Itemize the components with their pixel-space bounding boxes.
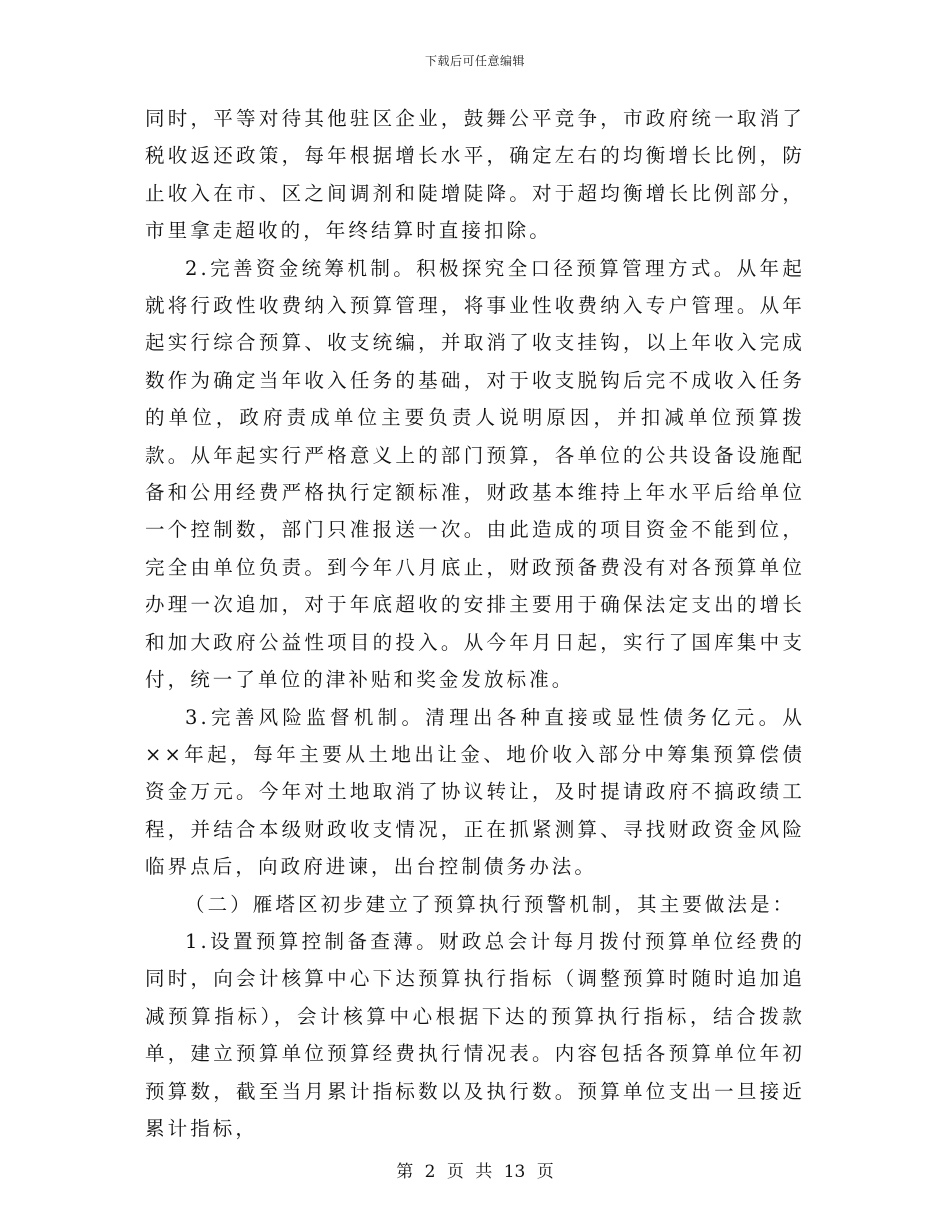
paragraph-budget-control-book: 1.设置预算控制备查薄。财政总会计每月拨付预算单位经费的同时，向会计核算中心下达预算执行指标（调整预算时随时追加追减预算指标），会计核算中心根据下达的预算执行指标，结合拨款单，建立预算单位预算经费执行情况表。内容包括各预算单位年初预算数，截至当月累计指标数以及执行数。预算单位支出一旦接近累计指标， (145, 929, 805, 1140)
document-body (145, 100, 805, 1147)
section-heading-yanta-district: （二）雁塔区初步建立了预算执行预警机制，其主要做法是： (185, 892, 796, 916)
page-header: 下载后可任意编辑 (424, 54, 525, 68)
paragraph-risk-supervision: 3.完善风险监督机制。清理出各种直接或显性债务亿元。从××年起，每年主要从土地出让金、地价收入部分中筹集预算偿债资金万元。今年对土地取消了协议转让，及时提请政府不搞政绩工程，并结合本级财政收支情况，正在抓紧测算、寻找财政资金风险临界点后，向政府进谏，出台控制债务办法。 (145, 705, 805, 879)
page-number-footer: 第 2 页 共 13 页 (396, 1162, 554, 1182)
paragraph-fund-coordination: 2.完善资金统筹机制。积极探究全口径预算管理方式。从年起就将行政性收费纳入预算管理，将事业性收费纳入专户管理。从年起实行综合预算、收支统编，并取消了收支挂钩，以上年收入完成数作为确定当年收入任务的基础，对于收支脱钩后完不成收入任务的单位，政府责成单位主要负责人说明原因，并扣减单位预算拨款。从年起实行严格意义上的部门预算，各单位的公共设备设施配备和公用经费严格执行定额标准，财政基本维持上年水平后给单位一个控制数，部门只准报送一次。由此造成的项目资金不能到位，完全由单位负责。到今年八月底止，财政预备费没有对各预算单位办理一次追加，对于年底超收的安排主要用于确保法定支出的增长和加大政府公益性项目的投入。从今年月日起，实行了国库集中支付，统一了单位的津补贴和奖金发放标准。 (145, 256, 805, 692)
paragraph-continuation: 同时，平等对待其他驻区企业，鼓舞公平竞争，市政府统一取消了税收返还政策，每年根据增长水平，确定左右的均衡增长比例，防止收入在市、区之间调剂和陡增陡降。对于超均衡增长比例部分，市里拿走超收的，年终结算时直接扣除。 (145, 107, 805, 243)
